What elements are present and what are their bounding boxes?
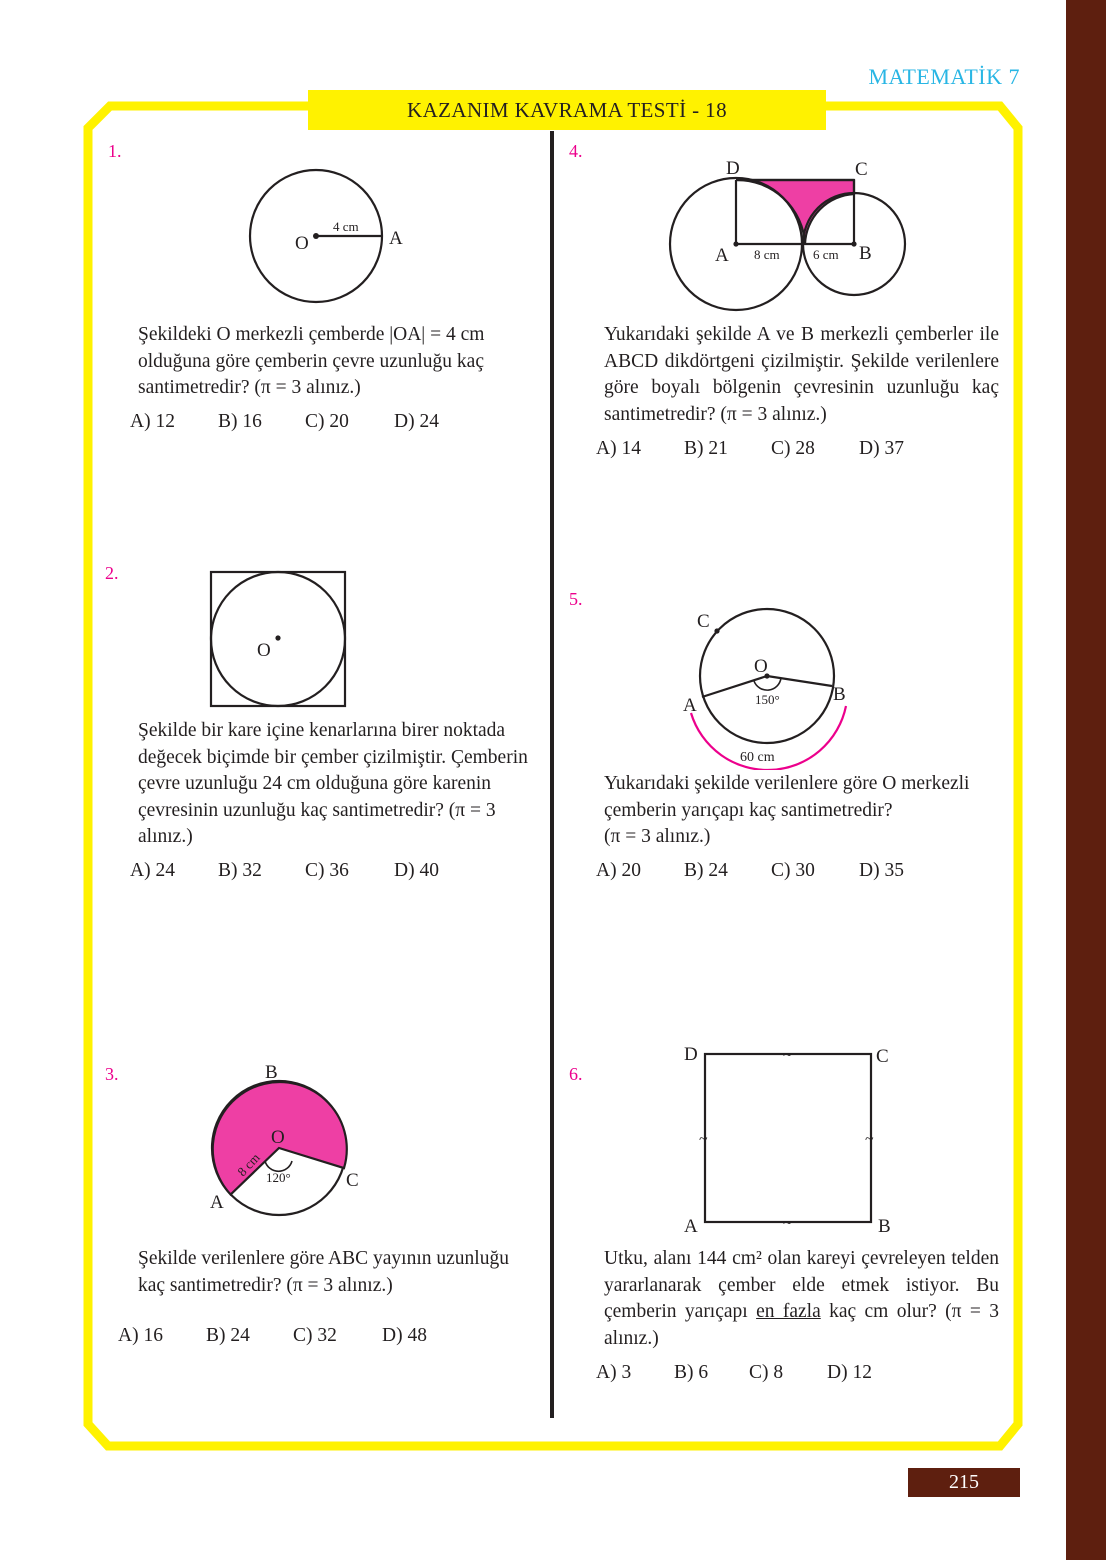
q5-option-b[interactable]: B) 24 xyxy=(684,860,728,881)
q1-option-c[interactable]: C) 20 xyxy=(305,411,349,432)
q5-label-angle: 150° xyxy=(755,692,780,707)
q5-text-line-3: (π = 3 alınız.) xyxy=(604,826,711,847)
q3-label-o: O xyxy=(271,1127,285,1148)
q4-label-c: C xyxy=(855,159,868,180)
q6-tick-top: ~ xyxy=(783,1047,792,1064)
q3-option-b[interactable]: B) 24 xyxy=(206,1325,250,1346)
question-4-figure xyxy=(660,150,920,320)
question-2-text: Şekilde bir kare içine kenarlarına birer noktada değecek biçimde bir çember çizilmiştir. Çemberin çevre uzunluğu 24 cm olduğuna göre karenin çevresinin uzunluğu kaç santimetredir? (π = 3 alınız.) xyxy=(138,720,528,847)
q6-text-before: Utku, alanı 144 cm² olan kareyi çevreleyen telden yararlanarak çember elde etmek istiyor. Bu çemberin yarıçapı xyxy=(604,1248,999,1322)
q5-label-arc: 60 cm xyxy=(740,750,775,765)
q4-option-b[interactable]: B) 21 xyxy=(684,438,728,459)
q3-option-c[interactable]: C) 32 xyxy=(293,1325,337,1346)
question-2-figure xyxy=(205,566,355,711)
q5-label-b: B xyxy=(833,684,846,705)
q4-label-a: A xyxy=(715,245,729,266)
q5-option-c[interactable]: C) 30 xyxy=(771,860,815,881)
q3-label-angle: 120° xyxy=(266,1170,291,1185)
q4-option-d[interactable]: D) 37 xyxy=(859,438,904,459)
q4-label-6cm: 6 cm xyxy=(813,247,839,262)
q6-option-d[interactable]: D) 12 xyxy=(827,1362,872,1383)
question-4-number: 4. xyxy=(569,141,583,161)
q6-label-a: A xyxy=(684,1216,698,1237)
q6-tick-right: ~ xyxy=(865,1131,874,1148)
q5-option-d[interactable]: D) 35 xyxy=(859,860,904,881)
q3-option-d[interactable]: D) 48 xyxy=(382,1325,427,1346)
question-6-number: 6. xyxy=(569,1064,583,1084)
q2-option-a[interactable]: A) 24 xyxy=(130,860,175,881)
q6-label-b: B xyxy=(878,1216,891,1237)
subject-label: MATEMATİK 7 xyxy=(868,64,1020,89)
page-number: 215 xyxy=(908,1468,1020,1497)
q6-option-a[interactable]: A) 3 xyxy=(596,1362,632,1383)
q4-label-b: B xyxy=(859,243,872,264)
q5-text-line-2: çemberin yarıçapı kaç santimetredir? xyxy=(604,799,893,821)
q6-text-emphasis: en fazla xyxy=(756,1301,821,1322)
q5-label-a: A xyxy=(683,695,697,716)
q6-label-d: D xyxy=(684,1044,698,1065)
q4-option-a[interactable]: A) 14 xyxy=(596,438,641,459)
q6-option-c[interactable]: C) 8 xyxy=(749,1362,784,1383)
q5-text-line-1: Yukarıdaki şekilde verilenlere göre O merkezli xyxy=(604,773,970,794)
q1-label-a: A xyxy=(389,228,403,249)
q1-option-d[interactable]: D) 24 xyxy=(394,411,439,432)
q4-label-8cm: 8 cm xyxy=(754,247,780,262)
question-5-figure xyxy=(675,600,865,770)
q2-option-d[interactable]: D) 40 xyxy=(394,860,439,881)
q5-label-o: O xyxy=(754,656,768,677)
q6-tick-bottom: ~ xyxy=(783,1215,792,1232)
question-3-text: Şekilde verilenlere göre ABC yayının uzunluğu kaç santimetredir? (π = 3 alınız.) xyxy=(138,1248,509,1296)
q4-label-d: D xyxy=(726,158,740,179)
q5-label-c: C xyxy=(697,611,710,632)
question-3-figure xyxy=(200,1058,380,1218)
q6-option-b[interactable]: B) 6 xyxy=(674,1362,709,1383)
q6-label-c: C xyxy=(876,1046,889,1067)
q4-shaded-region xyxy=(736,180,854,244)
question-1-text: Şekildeki O merkezli çemberde |OA| = 4 cm olduğuna göre çemberin çevre uzunluğu kaç santimetredir? (π = 3 alınız.) xyxy=(138,324,485,398)
q3-option-a[interactable]: A) 16 xyxy=(118,1325,163,1346)
q3-label-b: B xyxy=(265,1062,278,1083)
q6-text-after: kaç cm olur? (π = 3 alınız.) xyxy=(604,1301,999,1349)
question-3-number: 3. xyxy=(105,1064,119,1084)
q4-option-c[interactable]: C) 28 xyxy=(771,438,815,459)
question-5-number: 5. xyxy=(569,589,583,609)
q1-option-b[interactable]: B) 16 xyxy=(218,411,262,432)
question-1-number: 1. xyxy=(108,141,122,161)
q2-label-o: O xyxy=(257,640,271,661)
q3-label-radius: 8 cm xyxy=(234,1150,263,1180)
question-5-text xyxy=(604,771,1004,851)
q2-option-c[interactable]: C) 36 xyxy=(305,860,349,881)
q5-option-a[interactable]: A) 20 xyxy=(596,860,641,881)
question-6-figure xyxy=(670,1040,910,1240)
test-title: KAZANIM KAVRAMA TESTİ - 18 xyxy=(308,90,826,130)
q3-label-a: A xyxy=(210,1192,224,1213)
column-divider xyxy=(550,131,554,1418)
question-1-figure xyxy=(240,160,420,320)
q6-tick-left: ~ xyxy=(699,1131,708,1148)
question-2-number: 2. xyxy=(105,563,119,583)
q3-label-c: C xyxy=(346,1170,359,1191)
question-6-text xyxy=(604,1246,999,1352)
q1-label-o: O xyxy=(295,233,309,254)
q1-option-a[interactable]: A) 12 xyxy=(130,411,175,432)
q2-option-b[interactable]: B) 32 xyxy=(218,860,262,881)
question-4-text: Yukarıdaki şekilde A ve B merkezli çemberler ile ABCD dikdörtgeni çizilmiştir. Şekilde verilenlere göre boyalı bölgenin çevresinin uzunluğu kaç santimetredir? (π = 3 alınız.) xyxy=(604,324,999,425)
q1-label-radius: 4 cm xyxy=(333,219,359,234)
